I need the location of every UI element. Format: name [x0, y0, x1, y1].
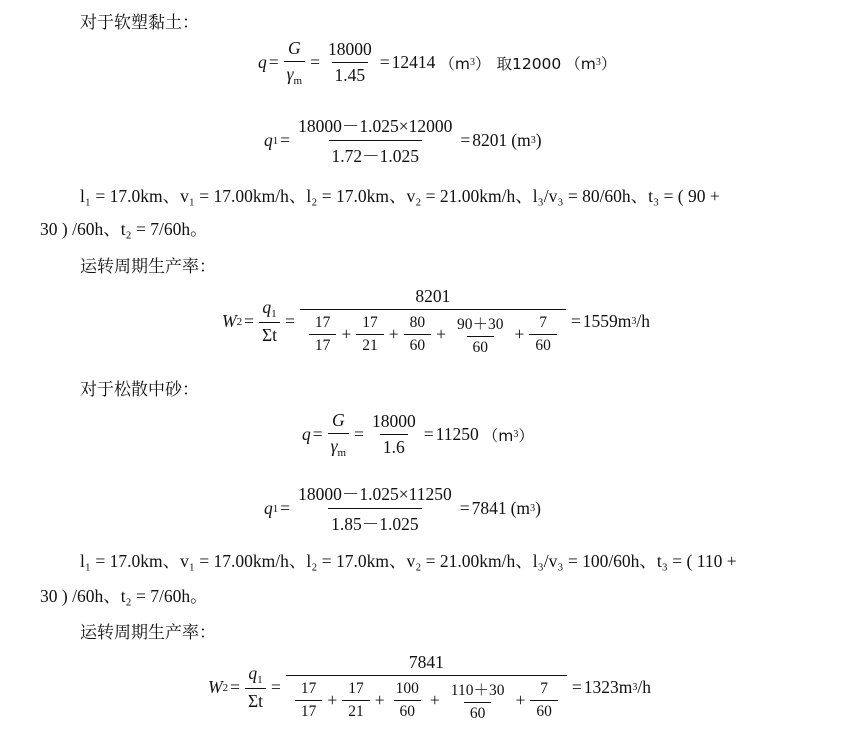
equation-w2-sand: W 2 = $\frac{q_1}{\Sigma t}$ = 7841 $\frac{17}{17}$ + $\frac{17}{21}$ + $\frac{100}{60}$ + $\frac{110+30}{60}$ + $\frac{7}{60}$ = 1323m 3 /h: [208, 652, 651, 722]
equation-q-clay: q = $\frac{G}{\gamma_m}$ = $\frac{18000}{1.45}$ = 12414 （m 3 ） 取12000 （m 3 ）: [258, 38, 617, 87]
section-heading-sand: 对于松散中砂：: [80, 380, 199, 400]
productivity-fraction: 8201 $\frac{17}{17}$ + $\frac{17}{21}$ + $\frac{80}{60}$ + $\frac{90+30}{60}$ + $\frac{7}{60}$: [300, 286, 566, 357]
params-line-clay-1: l₁ = 17.0km、v₁ = 17.00km/h、l₂ = 17.0km、v₂ = 21.00km/h、l₃/v₃ = 80/60h、t₃ = ( 90 +: [80, 186, 720, 206]
cycle-label-sand: 运转周期生产率：: [80, 623, 216, 643]
fraction-numeric: $\frac{18000}{1.45}$: [327, 39, 372, 85]
equation-q1-sand: q 1 = $\frac{18000-1.025\times 11250}{1.85-1.025}$ = 7841 (m 3 ): [264, 484, 541, 534]
cycle-label-clay: 运转周期生产率：: [80, 257, 216, 277]
params-line-sand-2: 30 ) /60h、t₂ = 7/60h。: [40, 586, 208, 606]
equation-q-sand: q = $\frac{G}{\gamma_m}$ = $\frac{18000}{1.6}$ = 11250 （m 3 ）: [302, 410, 534, 459]
equation-q1-clay: q 1 = $\frac{18000-1.025\times 12000}{1.72-1.025}$ = 8201 (m 3 ): [264, 116, 542, 166]
fraction-g-gamma: $\frac{G}{\gamma_m}$: [284, 38, 305, 87]
rounded-note: 取12000: [496, 54, 562, 73]
equation-w2-clay: W 2 = $\frac{q_1}{\Sigma t}$ = 8201 $\frac{17}{17}$ + $\frac{17}{21}$ + $\frac{80}{60}$ + $\frac{90+30}{60}$ + $\frac{7}{60}$ = 1559m 3 /h: [222, 286, 651, 356]
params-line-sand-1: l₁ = 17.0km、v₁ = 17.00km/h、l₂ = 17.0km、v₂ = 21.00km/h、l₃/v₃ = 100/60h、t₃ = ( 110 +: [80, 551, 737, 571]
params-line-clay-2: 30 ) /60h、t₂ = 7/60h。: [40, 219, 208, 239]
section-heading-clay: 对于软塑黏土：: [80, 13, 199, 33]
productivity-fraction: 7841 $\frac{17}{17}$ + $\frac{17}{21}$ + $\frac{100}{60}$ + $\frac{110+30}{60}$ + $\frac{7}{60}$: [286, 652, 567, 723]
